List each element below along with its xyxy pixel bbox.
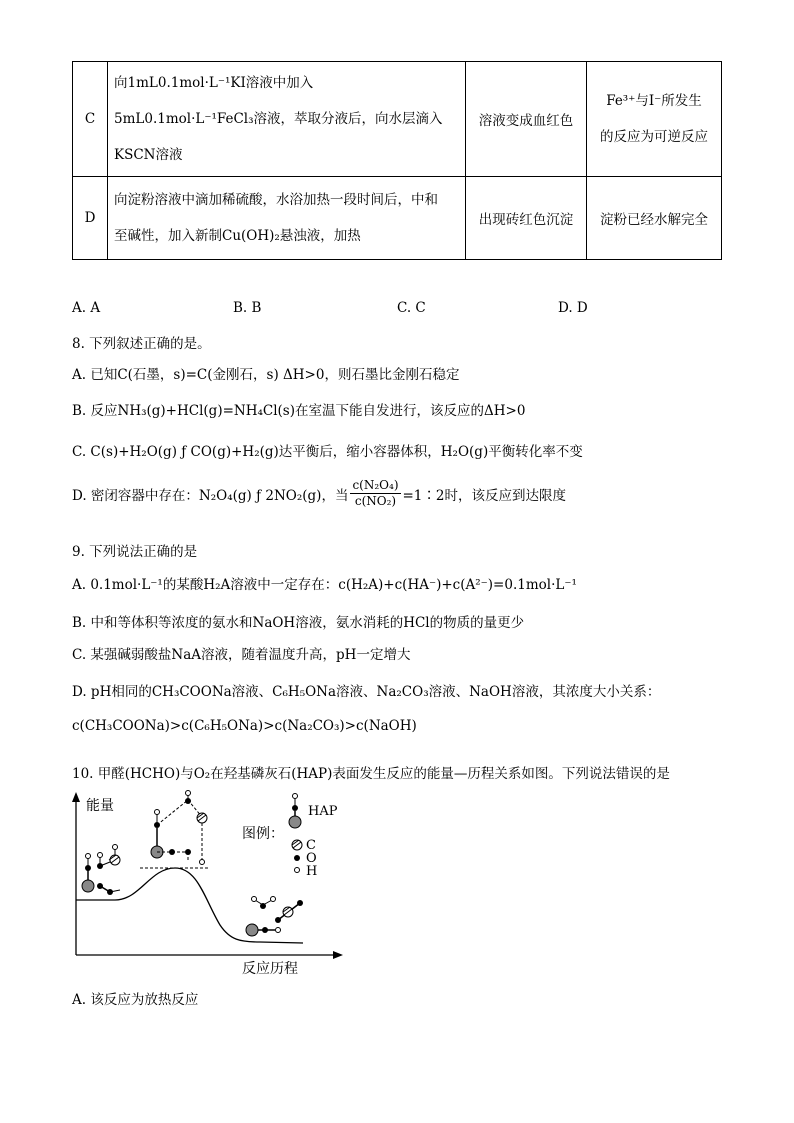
conclusion-line: Fe³⁺与I⁻所发生 xyxy=(606,93,702,109)
legend-hap-h-icon xyxy=(293,794,298,799)
fraction-denominator: c(NO₂) xyxy=(354,494,397,508)
q9-option-d[interactable]: D. pH相同的CH₃COONa溶液、C₆H₅ONa溶液、Na₂CO₃溶液、NaOH溶液，其浓度大小关系： xyxy=(72,684,661,700)
phenomenon-cell: 溶液变成血红色 xyxy=(466,62,587,177)
q9-option-c[interactable]: C. 某强碱弱酸盐NaA溶液，随着温度升高，pH一定增大 xyxy=(72,647,411,663)
legend-oxygen-label: O xyxy=(306,851,317,866)
y-axis-label: 能量 xyxy=(86,798,114,814)
conclusion-line: 淀粉已经水解完全 xyxy=(600,212,708,228)
legend-hydrogen-icon xyxy=(295,868,300,873)
operation-line: 至碱性，加入新制Cu(OH)₂悬浊液，加热 xyxy=(114,228,361,244)
x-axis-arrow-icon xyxy=(333,951,343,959)
operation-cell xyxy=(108,62,466,177)
choice-c[interactable]: C. C xyxy=(397,300,426,316)
choice-a[interactable]: A. A xyxy=(72,300,101,316)
table-row xyxy=(73,177,722,260)
legend-carbon-label: C xyxy=(306,838,316,853)
choice-b[interactable]: B. B xyxy=(233,300,262,316)
q9-option-a[interactable]: A. 0.1mol·L⁻¹的某酸H₂A溶液中一定存在：c(H₂A)+c(HA⁻)+c(A²⁻)=0.1mol·L⁻¹ xyxy=(72,577,577,593)
figure-legend xyxy=(242,794,338,880)
reactant-molecules xyxy=(82,845,120,896)
experiment-table xyxy=(72,61,722,260)
energy-curve xyxy=(76,868,303,943)
q8-d-fraction xyxy=(350,478,400,509)
choice-d[interactable]: D. D xyxy=(558,300,588,316)
x-axis-label: 反应历程 xyxy=(242,961,298,977)
legend-oxygen-icon xyxy=(294,855,300,861)
q9-stem: 9. 下列说法正确的是 xyxy=(72,544,198,560)
legend-hap-label: HAP xyxy=(308,804,338,819)
legend-title: 图例： xyxy=(242,826,284,842)
q9-option-d-relation: c(CH₃COONa)>c(C₆H₅ONa)>c(Na₂CO₃)>c(NaOH) xyxy=(72,718,417,734)
operation-cell xyxy=(108,177,466,260)
conclusion-cell xyxy=(587,177,722,260)
q8-option-c[interactable]: C. C(s)+H₂O(g) ƒ CO(g)+H₂(g)达平衡后，缩小容器体积，H₂O(g)平衡转化率不变 xyxy=(72,444,583,460)
fraction-numerator: c(N₂O₄) xyxy=(352,478,399,492)
product-molecules xyxy=(246,897,303,937)
transition-state-molecules xyxy=(151,791,207,865)
q9-option-b[interactable]: B. 中和等体积等浓度的氨水和NaOH溶液，氨水消耗的HCl的物质的量更少 xyxy=(72,615,525,631)
legend-hydrogen-label: H xyxy=(306,864,318,879)
q8-option-b[interactable]: B. 反应NH₃(g)+HCl(g)=NH₄Cl(s)在室温下能自发进行，该反应的ΔH>0 xyxy=(72,403,526,419)
operation-line: 5mL0.1mol·L⁻¹FeCl₃溶液，萃取分液后，向水层滴入 xyxy=(114,111,443,127)
q10-option-a[interactable]: A. 该反应为放热反应 xyxy=(72,992,199,1008)
conclusion-line: 的反应为可逆反应 xyxy=(600,129,708,145)
q8-d-post: =1∶2时，该反应到达限度 xyxy=(402,487,566,504)
operation-line: KSCN溶液 xyxy=(114,147,183,163)
conclusion-cell xyxy=(587,62,722,177)
option-cell: C xyxy=(73,62,108,177)
q8-stem: 8. 下列叙述正确的是。 xyxy=(72,336,211,352)
legend-hap-icon xyxy=(289,816,301,828)
operation-line: 向淀粉溶液中滴加稀硫酸，水浴加热一段时间后，中和 xyxy=(114,192,438,208)
energy-profile-figure xyxy=(60,790,350,980)
q8-d-pre: D. 密闭容器中存在：N₂O₄(g) ƒ 2NO₂(g)，当 xyxy=(72,487,349,504)
operation-line: 向1mL0.1mol·L⁻¹KI溶液中加入 xyxy=(114,75,314,91)
q8-option-a[interactable]: A. 已知C(石墨，s)=C(金刚石，s) ΔH>0，则石墨比金刚石稳定 xyxy=(72,367,460,383)
legend-hap-o-icon xyxy=(292,805,298,811)
table-row xyxy=(73,62,722,177)
phenomenon-cell: 出现砖红色沉淀 xyxy=(466,177,587,260)
y-axis-arrow-icon xyxy=(72,792,80,802)
q8-option-d[interactable] xyxy=(72,478,566,509)
q10-stem: 10. 甲醛(HCHO)与O₂在羟基磷灰石(HAP)表面发生反应的能量—历程关系如图。下列说法错误的是 xyxy=(72,766,670,782)
q7-choices xyxy=(72,300,722,318)
option-cell: D xyxy=(73,177,108,260)
